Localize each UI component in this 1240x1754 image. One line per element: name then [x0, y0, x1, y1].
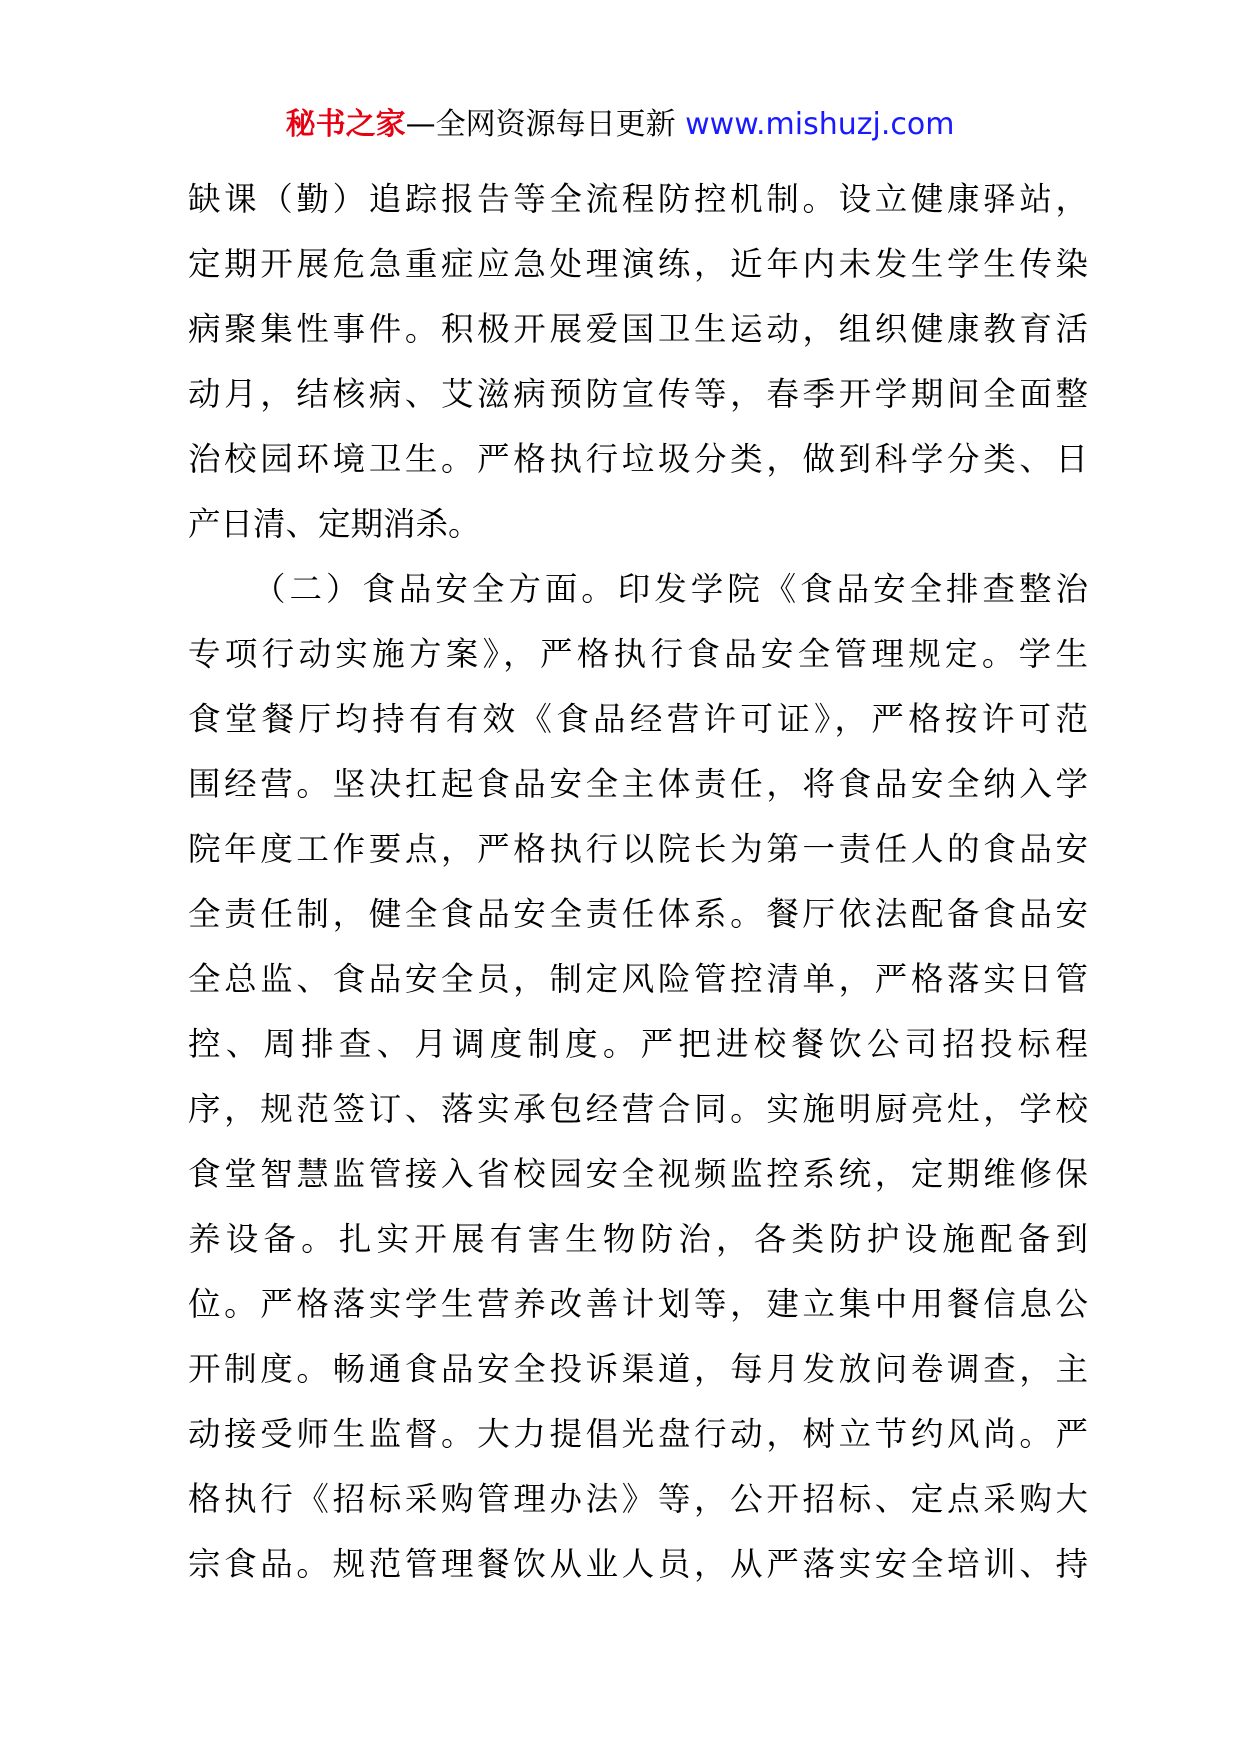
text-line: 围经营。坚决扛起食品安全主体责任，将食品安全纳入学: [188, 765, 1088, 803]
text-line: 动接受师生监督。大力提倡光盘行动，树立节约风尚。严: [188, 1415, 1088, 1453]
text-line: 定期开展危急重症应急处理演练，近年内未发生学生传染: [188, 245, 1088, 283]
text-line: 位。严格落实学生营养改善计划等，建立集中用餐信息公: [188, 1285, 1088, 1323]
text-line: 养设备。扎实开展有害生物防治，各类防护设施配备到: [188, 1220, 1088, 1258]
document-body: [188, 167, 1088, 1597]
text-line: 开制度。畅通食品安全投诉渠道，每月发放问卷调查，主: [188, 1350, 1088, 1388]
text-line: 全责任制，健全食品安全责任体系。餐厅依法配备食品安: [188, 895, 1088, 933]
text-line: 治校园环境卫生。严格执行垃圾分类，做到科学分类、日: [188, 440, 1088, 478]
text-line: 格执行《招标采购管理办法》等，公开招标、定点采购大: [188, 1480, 1088, 1518]
text-line: 宗食品。规范管理餐饮从业人员，从严落实安全培训、持: [188, 1545, 1088, 1583]
text-line: （二）食品安全方面。印发学院《食品安全排查整治: [253, 570, 1088, 608]
paragraph-food-safety: [188, 557, 1088, 1597]
text-line: 院年度工作要点，严格执行以院长为第一责任人的食品安: [188, 830, 1088, 868]
text-line: 食堂智慧监管接入省校园安全视频监控系统，定期维修保: [188, 1155, 1088, 1193]
text-line: 病聚集性事件。积极开展爱国卫生运动，组织健康教育活: [188, 310, 1088, 348]
text-line: 缺课（勤）追踪报告等全流程防控机制。设立健康驿站，: [188, 180, 1088, 218]
text-line: 动月，结核病、艾滋病预防宣传等，春季开学期间全面整: [188, 375, 1088, 413]
text-line: 食堂餐厅均持有有效《食品经营许可证》，严格按许可范: [188, 700, 1088, 738]
page-header: [0, 103, 1240, 147]
text-line: 控、周排查、月调度制度。严把进校餐饮公司招投标程: [188, 1025, 1088, 1063]
text-line: 序，规范签订、落实承包经营合同。实施明厨亮灶，学校: [188, 1090, 1088, 1128]
text-line: 全总监、食品安全员，制定风险管控清单，严格落实日管: [188, 960, 1088, 998]
site-url-link[interactable]: www.mishuzj.com: [685, 107, 955, 142]
paragraph-epidemic-prevention: [188, 167, 1088, 557]
text-line: 产日清、定期消杀。: [188, 505, 481, 543]
text-line: 专项行动实施方案》，严格执行食品安全管理规定。学生: [188, 635, 1088, 673]
site-tagline: —全网资源每日更新: [405, 107, 676, 142]
site-brand: 秘书之家: [285, 107, 406, 142]
